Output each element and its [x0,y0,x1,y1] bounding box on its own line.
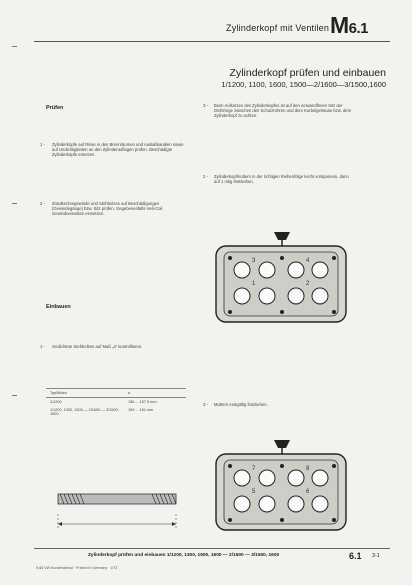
spec-table [46,388,186,418]
table-header-type: Typ/Motor [50,391,67,395]
table-row: 1/1200, 1300, 1500 — 2/1600 — 3/1500, 1600 159 ... 161 mm [50,408,154,416]
stud-bolt-illustration [40,484,190,534]
item-text: Zylinderköpfe auf Risse in den Brennräumen und Auslaßkanälen sowie auf Undichtigkeiten an den Zylinderauflagen prüfen. Beschädigte Zylinderköpfe ersetzen. [52,142,184,158]
svg-text:4: 4 [306,258,310,264]
item-number: 1 - [40,142,45,147]
item-text: Zylinderkopfmuttern in der richtigen Reihenfolge leicht vorspannen, dann auf 1 mkg festziehen. [214,174,349,185]
item-text: Beim Aufsetzen des Zylinderkopfes ist auf den einwandfreien Sitz der Dichtringe zwischen den Schutzrohren und dem Kurbelgehäuse bzw. dem Zylinderkopf zu achten. [214,103,352,119]
svg-text:1: 1 [252,281,256,287]
item-text: Gedichtete Stehbolzen auf Maß „a“ kontrollieren. [52,344,143,349]
svg-text:2: 2 [306,281,310,287]
page-title: Zylinderkopf prüfen und einbauen [229,67,386,79]
footer-title: Zylinderkopf prüfen und einbauen 1/1200, 1300, 1500, 1600 — 2/1600 — 3/1500, 1600 [88,553,280,558]
item-text: Muttern endgültig festziehen. [214,402,268,407]
margin-mark [12,46,17,47]
svg-text:6: 6 [306,489,310,495]
svg-text:7: 7 [252,466,256,472]
margin-mark [12,395,17,396]
section-code: M6.1 [330,12,369,38]
svg-text:5: 5 [252,489,256,495]
item-number: 1 - [40,344,45,349]
footer-rule [34,548,390,549]
item-number: 3 - [203,103,208,108]
footer-page-number: 3-1 [372,553,380,559]
item-number: 3 - [203,402,208,407]
item-text: Zündkerzengewinde und Stehbolzen auf Beschädigungen (Gewindegänge) bzw. Sitz prüfen. Gegebenenfalls Heli-Coil Gewindeeinsätze einsetzen. [52,201,163,217]
svg-text:8: 8 [306,466,310,472]
footer-section-code: 6.1 [349,551,362,561]
table-row: 1/1200 155 ... 157,5 mm [50,400,157,404]
section-einbauen: Einbauen [46,304,71,310]
item-number: 2 - [40,201,45,206]
header-title: Zylinderkopf mit Ventilen [226,23,330,33]
header-rule [34,41,390,42]
svg-text:3: 3 [252,258,256,264]
cylinder-head-illustration-2 [212,440,352,536]
section-pruefen: Prüfen [46,105,64,111]
page-subtitle: 1/1200, 1100, 1600, 1500—2/1600—3/1500,1600 [221,80,386,89]
cylinder-head-illustration-1 [212,232,352,328]
footer-imprint: 9-68 VW Kundendienst · Printed in Germany · 1/73 [36,566,118,570]
margin-mark [12,203,17,204]
item-number: 2 - [203,174,208,179]
table-header-a: a [128,391,131,395]
